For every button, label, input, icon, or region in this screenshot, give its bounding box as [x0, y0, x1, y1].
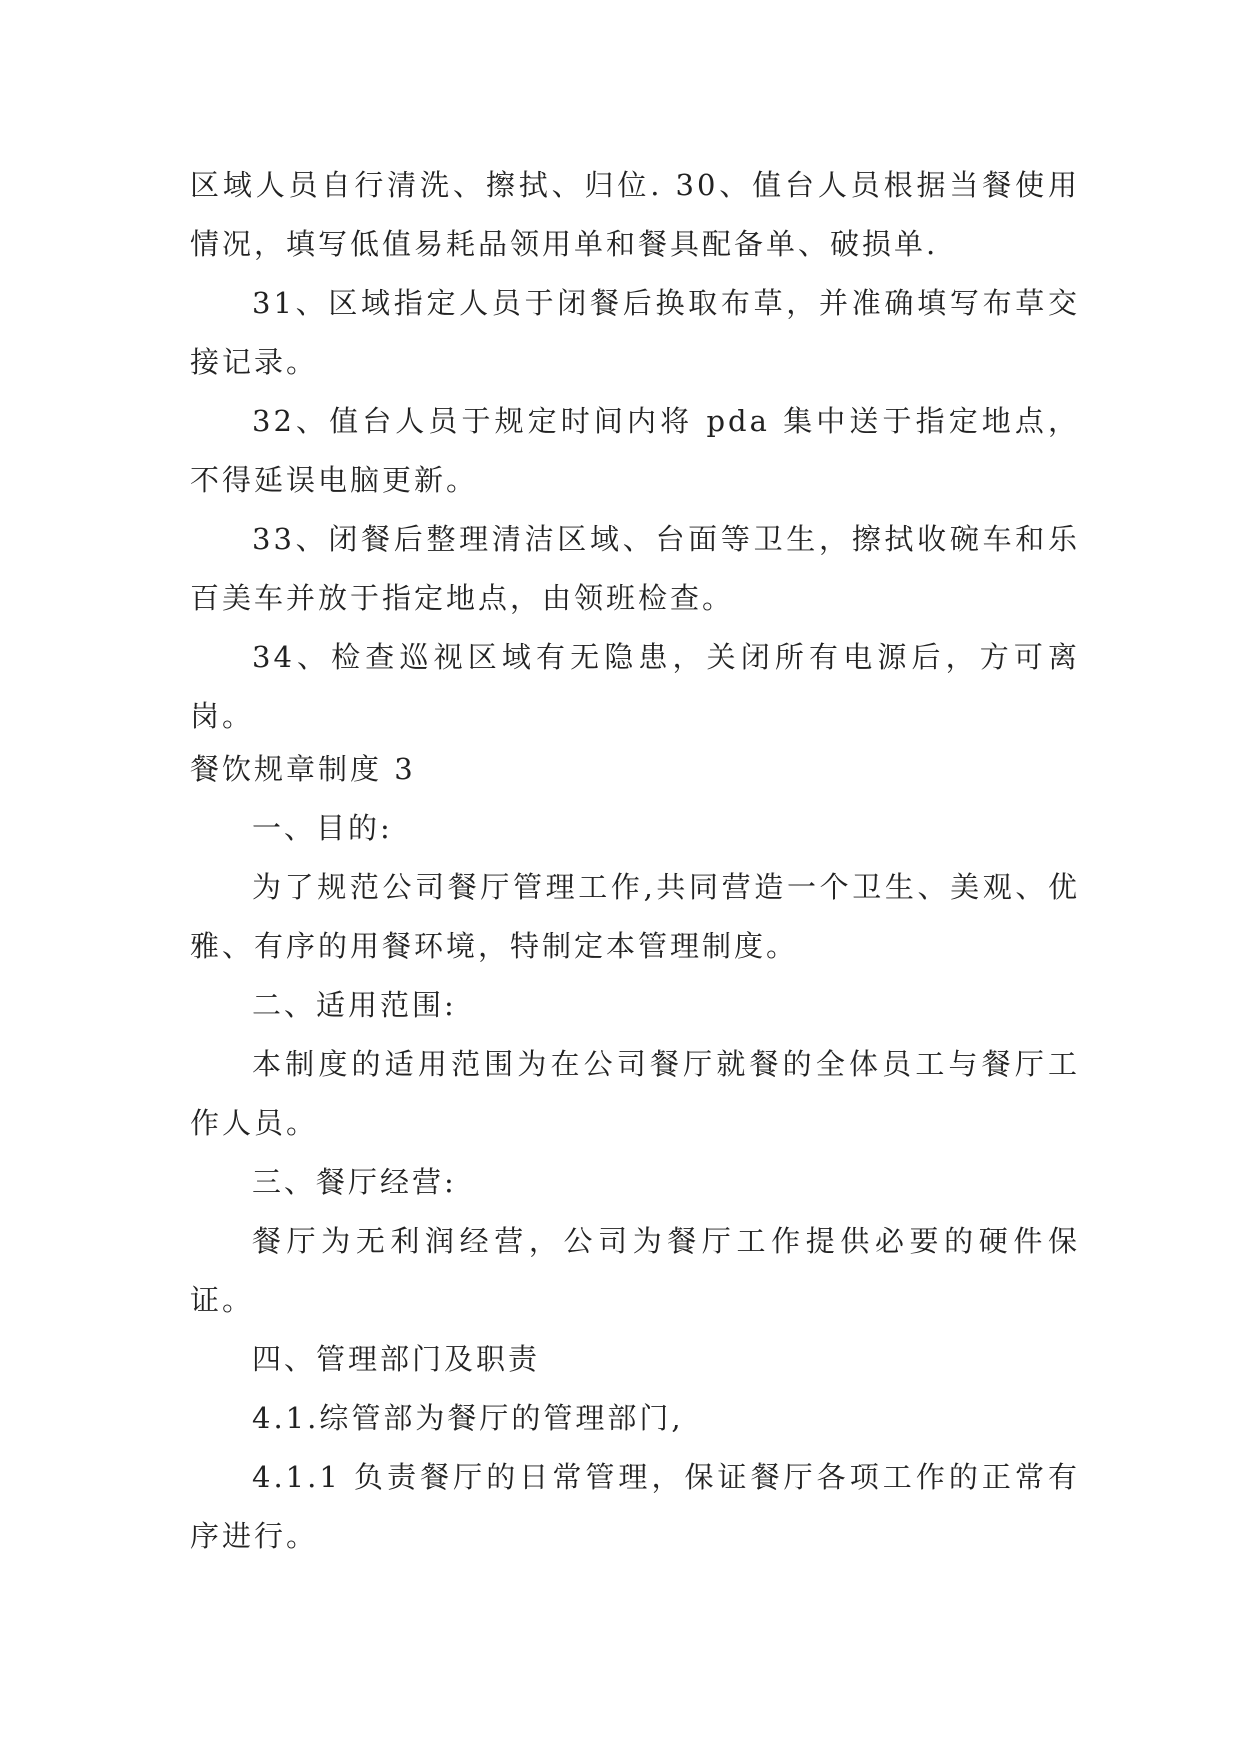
heading-management: 四、管理部门及职责	[252, 1342, 541, 1376]
section-heading: 餐饮规章制度 3	[190, 752, 416, 786]
paragraph-31: 31、区域指定人员于闭餐后换取布草，并准确填写布草交接记录。	[190, 286, 1080, 379]
document-body	[190, 156, 1080, 1566]
paragraph-4-1-1: 4.1.1 负责餐厅的日常管理，保证餐厅各项工作的正常有序进行。	[190, 1460, 1080, 1553]
heading-purpose: 一、目的:	[252, 811, 393, 845]
paragraph-34: 34、检查巡视区域有无隐患，关闭所有电源后，方可离岗。	[190, 640, 1080, 733]
paragraph-32: 32、值台人员于规定时间内将 pda 集中送于指定地点，不得延误电脑更新。	[190, 404, 1080, 497]
paragraph-scope: 本制度的适用范围为在公司餐厅就餐的全体员工与餐厅工作人员。	[190, 1047, 1080, 1140]
paragraph-4-1: 4.1.综管部为餐厅的管理部门,	[252, 1401, 684, 1435]
paragraph-33: 33、闭餐后整理清洁区域、台面等卫生，擦拭收碗车和乐百美车并放于指定地点，由领班检查。	[190, 522, 1080, 615]
heading-scope: 二、适用范围:	[252, 988, 457, 1022]
paragraph-30: 区域人员自行清洗、擦拭、归位. 30、值台人员根据当餐使用情况，填写低值易耗品领用单和餐具配备单、破损单.	[190, 168, 1080, 261]
paragraph-purpose: 为了规范公司餐厅管理工作,共同营造一个卫生、美观、优雅、有序的用餐环境，特制定本管理制度。	[190, 870, 1080, 963]
paragraph-operation: 餐厅为无利润经营，公司为餐厅工作提供必要的硬件保证。	[190, 1224, 1080, 1317]
heading-operation: 三、餐厅经营:	[252, 1165, 457, 1199]
